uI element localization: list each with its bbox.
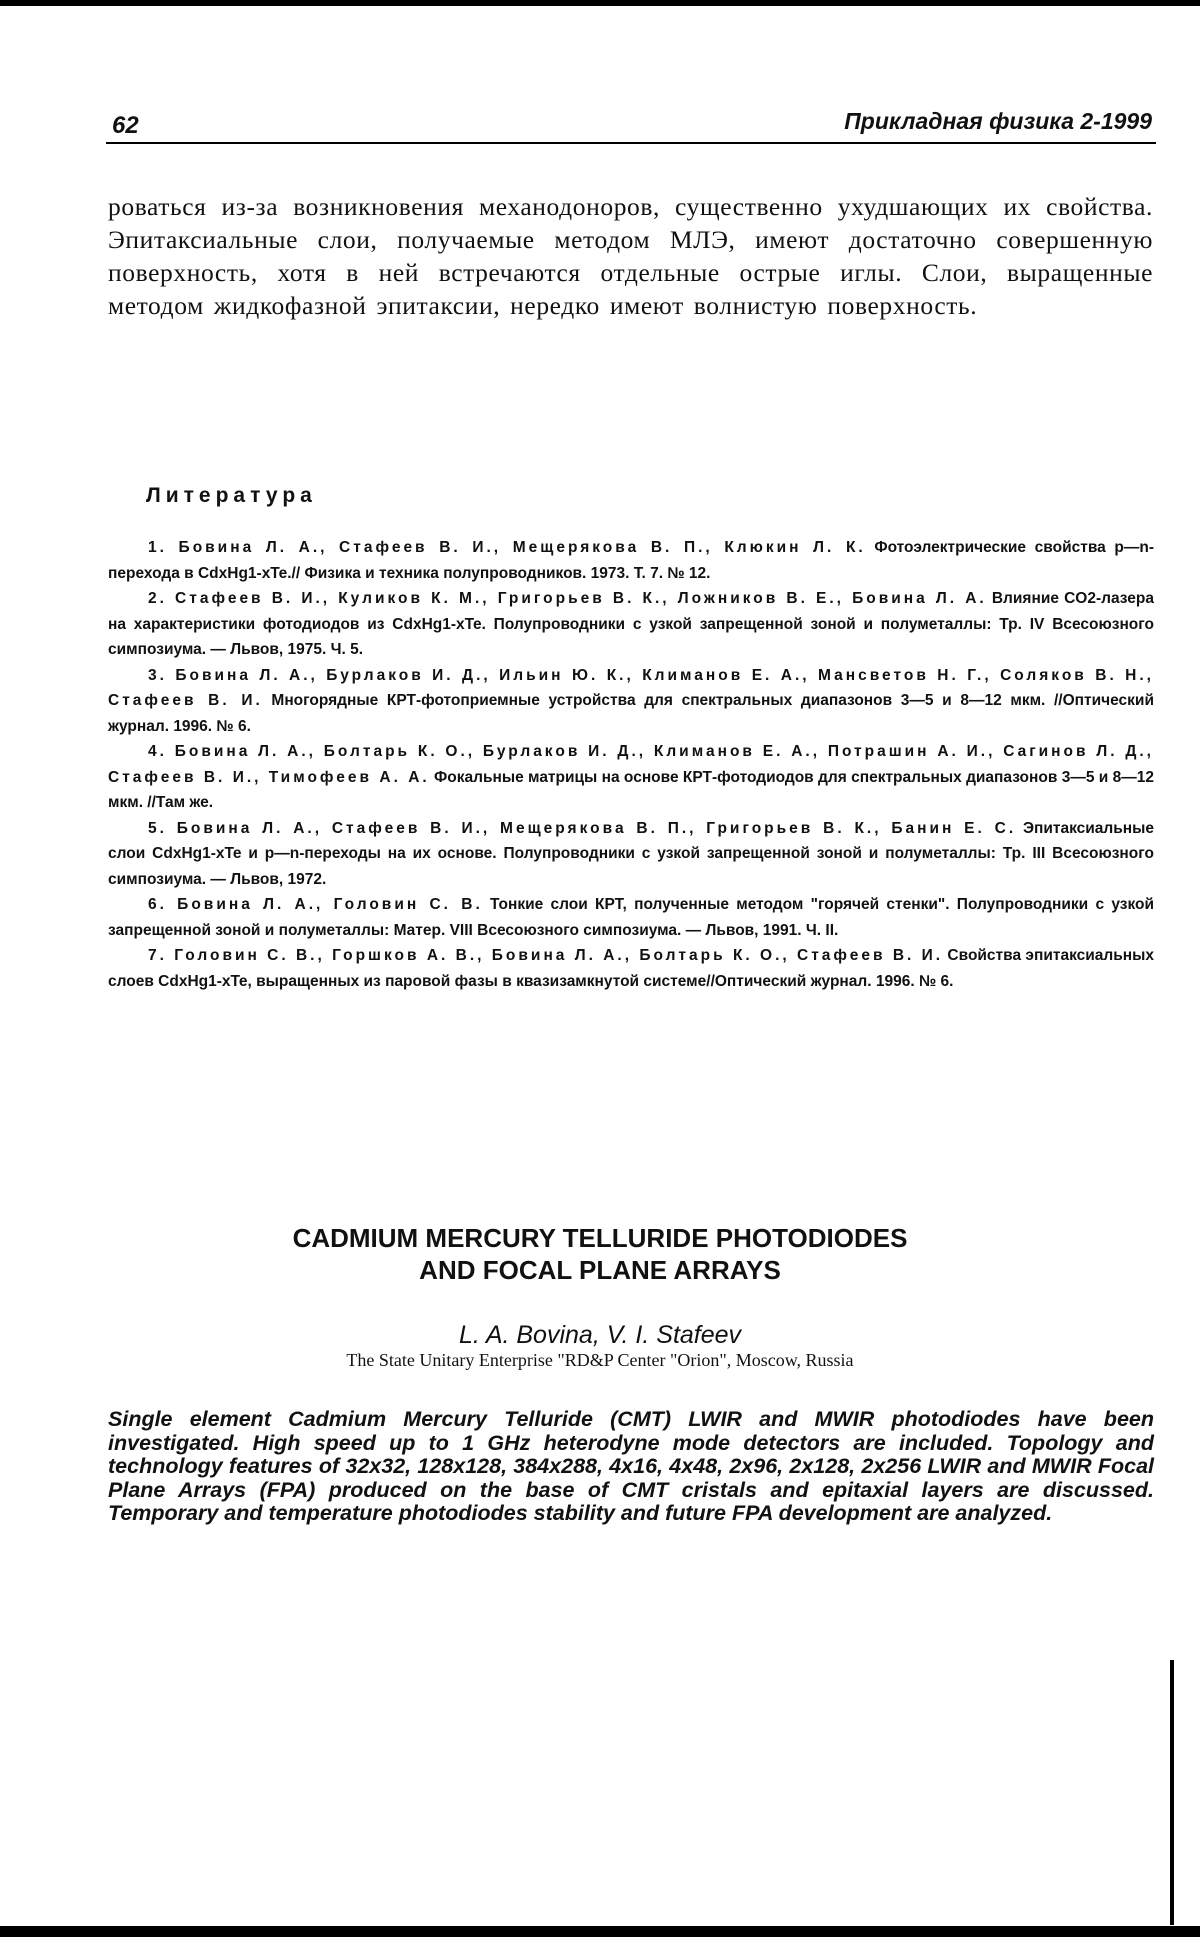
reference-item	[108, 943, 1154, 994]
reference-authors: 7. Головин С. В., Горшков А. В., Бовина Л. А., Болтарь К. О., Стафеев В. И.	[148, 947, 944, 964]
reference-text: Фотоэлектрические свойства p—n-перехода в CdxHg1-xTe.// Физика и техника полупроводников. 1973. Т. 7. № 12.	[108, 539, 1154, 582]
reference-text: Фокальные матрицы на основе КРТ-фотодиодов для спектральных диапазонов 3—5 и 8—12 мкм. //Там же.	[108, 768, 1154, 811]
english-title-line-2: AND FOCAL PLANE ARRAYS	[419, 1255, 781, 1285]
reference-item	[108, 586, 1154, 663]
reference-item	[108, 535, 1154, 586]
page-header	[106, 108, 1156, 144]
journal-title: Прикладная физика 2-1999	[844, 108, 1152, 134]
body-paragraph: роваться из-за возникновения механодоноров, существенно ухудшающих их свойства. Эпитаксиальные слои, получаемые методом МЛЭ, имеют достаточно совершенную поверхность, хотя в ней встречаются отдельные острые иглы. Слои, выращенные методом жидкофазной эпитаксии, нередко имеют волнистую поверхность.	[108, 192, 1153, 320]
english-title-line-1: CADMIUM MERCURY TELLURIDE PHOTODIODES	[292, 1223, 908, 1253]
reference-list	[108, 535, 1154, 994]
english-abstract: Single element Cadmium Mercury Telluride (CMT) LWIR and MWIR photodiodes have been investigated. High speed up to 1 GHz heterodyne mode detectors are included. Topology and technology features of 32x32, 128x128, 384x288, 4x16, 4x48, 2x96, 2x128, 2x256 LWIR and MWIR Focal Plane Arrays (FPA) produced on the base of CMT cristals and epitaxial layers are discussed. Temporary and temperature photodiodes stability and future FPA development are analyzed.	[108, 1407, 1154, 1525]
reference-text: Влияние CO2-лазера на характеристики фотодиодов из CdxHg1-xTe. Полупроводники с узкой запрещенной зоной и полуметаллы: Тр. IV Всесоюзного симпозиума. — Львов, 1975. Ч. 5.	[108, 590, 1154, 658]
reference-authors: 5. Бовина Л. А., Стафеев В. И., Мещерякова В. П., Григорьев В. К., Банин Е. С.	[148, 819, 1017, 837]
reference-authors: 1. Бовина Л. А., Стафеев В. И., Мещерякова В. П., Клюкин Л. К.	[148, 539, 866, 556]
reference-authors: 3. Бовина Л. А., Бурлаков И. Д., Ильин Ю. К., Климанов Е. А., Мансветов Н. Г., Соляков В. Н., Стафеев В. И.	[108, 666, 1154, 709]
literature-heading: Литература	[146, 484, 317, 507]
bottom-scan-border	[0, 1926, 1200, 1937]
scan-edge-line	[1170, 1660, 1174, 1925]
reference-authors: 6. Бовина Л. А., Головин С. В.	[148, 896, 483, 913]
page-number: 62	[112, 112, 139, 139]
english-title	[160, 1222, 1040, 1286]
reference-text: Эпитаксиальные слои CdxHg1-xTe и p—n-переходы на их основе. Полупроводники с узкой запрещенной зоной и полуметаллы: Тр. III Всесоюзного симпозиума. — Львов, 1972.	[108, 819, 1154, 888]
reference-text: Многорядные КРТ-фотоприемные устройства для спектральных диапазонов 3—5 и 8—12 мкм. //Оптический журнал. 1996. № 6.	[108, 692, 1154, 735]
top-scan-border	[0, 0, 1200, 6]
reference-authors: 4. Бовина Л. А., Болтарь К. О., Бурлаков И. Д., Климанов Е. А., Потрашин А. И., Сагинов Л. Д., Стафеев В. И., Тимофеев А. А.	[108, 743, 1154, 786]
reference-authors: 2. Стафеев В. И., Куликов К. М., Григорьев В. К., Ложников В. Е., Бовина Л. А.	[148, 590, 987, 607]
english-affiliation: The State Unitary Enterprise "RD&P Center "Orion", Moscow, Russia	[346, 1350, 854, 1370]
reference-text: Свойства эпитаксиальных слоев CdxHg1-xTe, выращенных из паровой фазы в квазизамкнутой системе//Оптический журнал. 1996. № 6.	[108, 947, 1154, 990]
reference-text: Тонкие слои КРТ, полученные методом "горячей стенки". Полупроводники с узкой запрещенной зоной и полуметаллы: Матер. VIII Всесоюзного симпозиума. — Львов, 1991. Ч. II.	[108, 896, 1154, 939]
english-authors: L. A. Bovina, V. I. Stafeev	[458, 1321, 742, 1349]
reference-item	[108, 892, 1154, 943]
reference-item	[108, 739, 1154, 816]
reference-item	[108, 816, 1154, 893]
reference-item	[108, 663, 1154, 740]
